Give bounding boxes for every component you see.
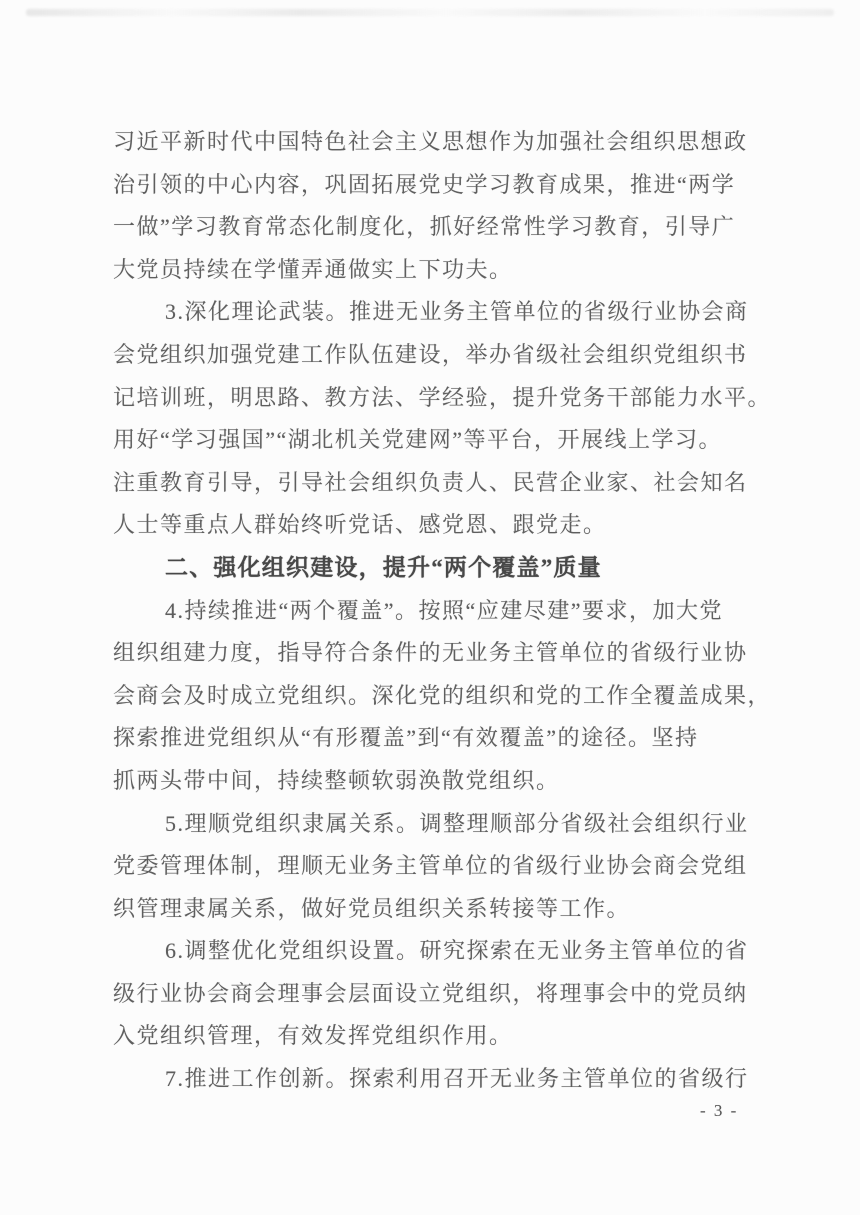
text-line: 抓两头带中间，持续整顿软弱涣散党组织。 — [113, 767, 560, 793]
text-line: 一做”学习教育常态化制度化，抓好经常性学习教育，引导广 — [113, 214, 736, 240]
text-line: 治引领的中心内容，巩固拓展党史学习教育成果，推进“两学 — [113, 171, 736, 197]
text-line: 4.持续推进“两个覆盖”。按照“应建尽建”要求，加大党 — [165, 597, 724, 623]
text-line: 织管理隶属关系，做好党员组织关系转接等工作。 — [113, 895, 631, 921]
text-line: 用好“学习强国”“湖北机关党建网”等平台，开展线上学习。 — [113, 427, 723, 453]
text-line: 7.推进工作创新。探索利用召开无业务主管单位的省级行 — [165, 1066, 749, 1092]
text-line: 6.调整优化党组织设置。研究探索在无业务主管单位的省 — [165, 938, 749, 964]
text-line: 大党员持续在学懂弄通做实上下功夫。 — [113, 256, 513, 282]
page-number: - 3 - — [700, 1101, 739, 1120]
text-line: 探索推进党组织从“有形覆盖”到“有效覆盖”的途径。坚持 — [113, 725, 699, 751]
text-line: 5.理顺党组织隶属关系。调整理顺部分省级社会组织行业 — [165, 810, 749, 836]
section-heading: 二、强化组织建设，提升“两个覆盖”质量 — [165, 554, 602, 580]
text-line: 习近平新时代中国特色社会主义思想作为加强社会组织思想政 — [113, 129, 748, 154]
text-line: 记培训班，明思路、教方法、学经验，提升党务干部能力水平。 — [113, 384, 772, 410]
text-line: 会商会及时成立党组织。深化党的组织和党的工作全覆盖成果， — [113, 682, 772, 708]
text-line: 会党组织加强党建工作队伍建设，举办省级社会组织党组织书 — [113, 341, 748, 367]
text-line: 入党组织管理，有效发挥党组织作用。 — [113, 1023, 513, 1049]
scan-artifact-band — [26, 9, 834, 16]
text-line: 人士等重点人群始终听党话、感党恩、跟党走。 — [113, 512, 607, 538]
text-line: 3.深化理论武装。推进无业务主管单位的省级行业协会商 — [165, 299, 749, 325]
text-line: 党委管理体制，理顺无业务主管单位的省级行业协会商会党组 — [113, 853, 748, 879]
text-block — [113, 121, 772, 1101]
text-line: 级行业协会商会理事会层面设立党组织，将理事会中的党员纳 — [113, 980, 748, 1006]
text-line: 注重教育引导，引导社会组织负责人、民营企业家、社会知名 — [113, 469, 748, 495]
text-line: 组织组建力度，指导符合条件的无业务主管单位的省级行业协 — [113, 640, 748, 666]
